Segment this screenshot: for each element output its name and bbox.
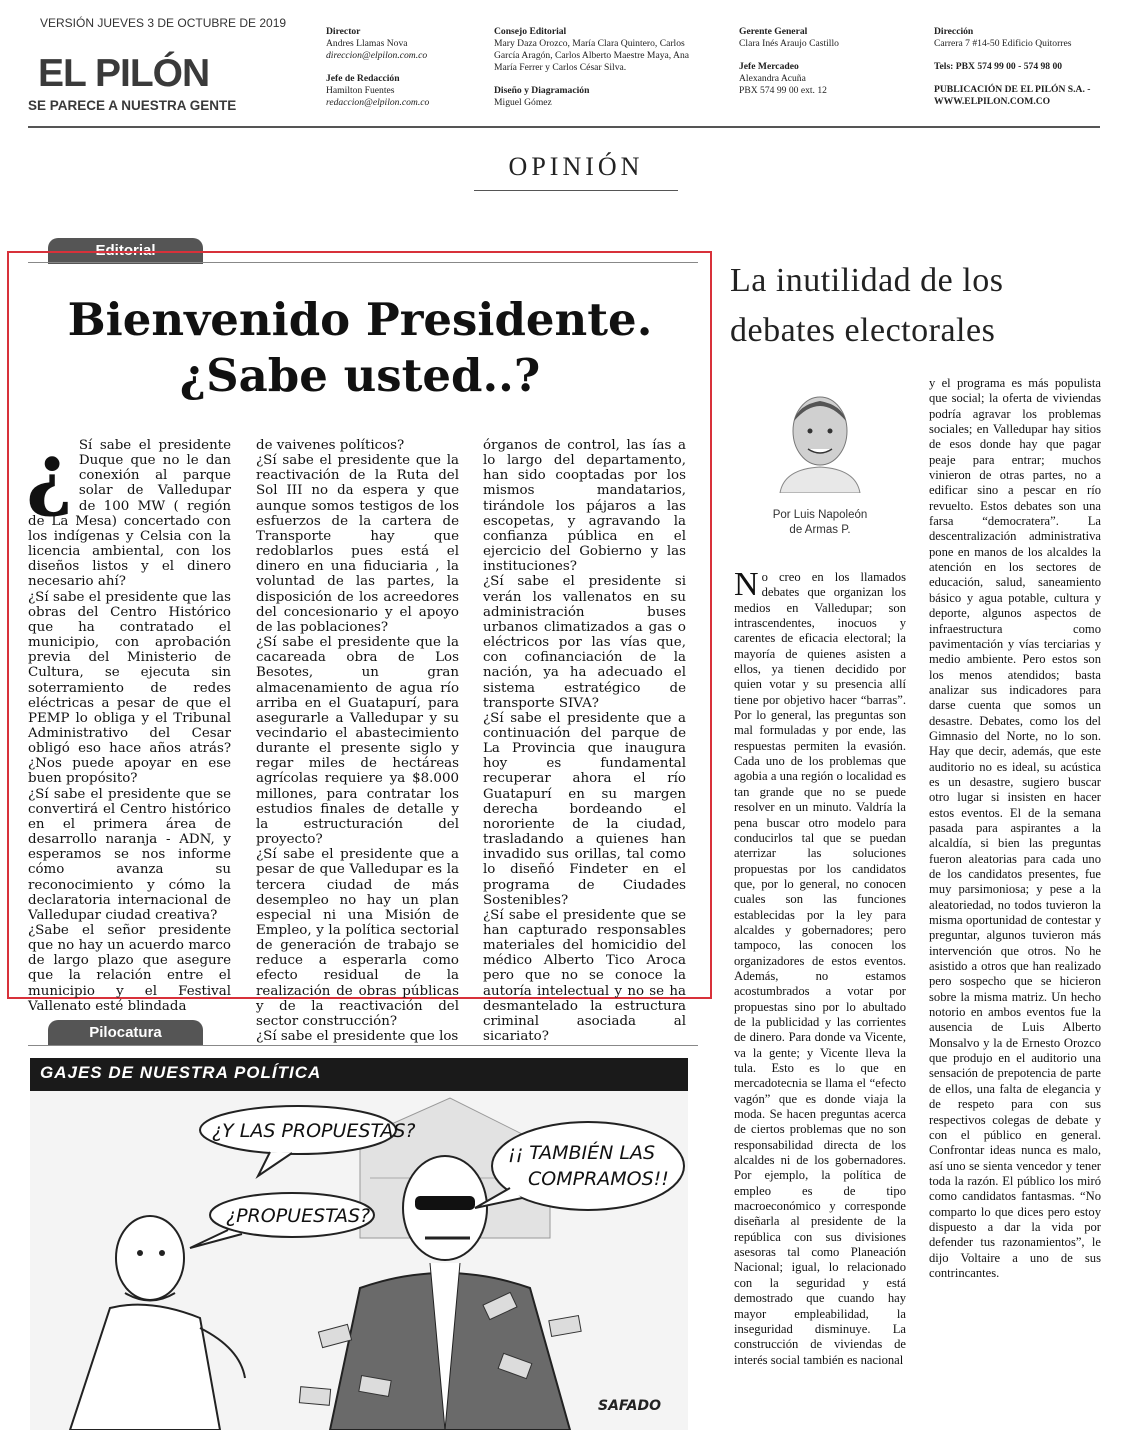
editorial-column-1 [26,426,231,1014]
cartoonist-signature: SAFADO [598,1398,662,1414]
paragraph: Sí sabe el presidente Duque que no le dan conexión al parque solar de Valledupar de 100 MW ( región de La Mesa) concertado con los indígenas y Celsia con la licencia ambiental, con los diseños listos y el dinero necesario ahí? [28,438,231,590]
jefe-redaccion-label: Jefe de Redacción [326,73,400,84]
article-text-2: y el programa es más populista que social; la oferta de viviendas podría agravar los problemas sociales; en Valledupar hay sitios de esos donde hay que pagar peaje para entrar; muchos vinieron de otras partes, no a edificar sino a pescar en río revuelto. Estos debates son una farsa “democratera”. La descentralización administrativa pone en manos de los alcaldes la atención en los sectores de educación, salud, saneamiento básico y agua potable, cultura y deporte, algunos aspectos de infraestructura como pavimentación y vías terciarias y medio ambiente. Pero estos son los menos atendidos; basta analizar sus indicadores para darse cuenta que somos un desastre. Debates, como los del Gimnasio del Norte, no lo son. Hay que decir, además, que este auditorio no es ideal, su acústica es un desastre, sugiero buscar otro lugar si insisten en hacer estos eventos. El de la semana pasada para aspirantes a la alcaldía, si bien las preguntas fueron aleatorias para cada uno de los candidatos presentes, fue muy parsimoniosa; y pese a la aleatoriedad, no todos tuvieron la misma oportunidad de contestar y preguntar, algunos tuvieron más intervención que otros. No he asistido a otros que han realizado pero sospecho que se hicieron sobre la misma matriz. Un hecho notorio en ambos eventos fue la ausencia de Luis Alberto Monsalvo y la de Ernesto Orozco que produjo en el auditorio una sensación de prepotencia de parte de ellos, una falta de elegancia y de respeto para con sus respectivos colegas de debate y con el público en general. Confrontar ideas nunca es malo, así uno se sienta vencedor y tener toda la razón. El público los miró como candidatos fantasmas. “No comparto lo que dices pero estoy dispuesto a dar la vida por defender tus razonamientos”, le dijo Voltaire a uno de sus contrincantes. [929,376,1101,1280]
paragraph: ¿Sí sabe el presidente que a pesar de que Valledupar es la tercera ciudad de más desempleo no hay un plan especial ni una Misión de Empleo, y la política sectorial de generación de trabajo se reduce a esperarla como efecto residual de la realización de obras públicas y de la reactivación del sector construcción? [256,847,459,1029]
editorial-title-line2: ¿Sabe usted..? [179,349,541,402]
editorial-column-3 [483,438,686,1044]
editorial-title-line1: Bienvenido Presidente. [67,293,653,346]
consejo-label: Consejo Editorial [494,26,567,37]
editorial-drop-cap: ¿ [26,426,73,520]
director-label: Director [326,26,361,37]
editorial-tab: Editorial [48,238,203,264]
masthead-divider [28,126,1100,128]
jefe-redaccion-name: Hamilton Fuentes [326,85,395,96]
diseno-name: Miguel Gómez [494,97,552,108]
paragraph: de vaivenes políticos? [256,438,405,453]
article-text-1: o creo en los llamados debates que organizan los medios en Valledupar; son intrascendentes, inocuos y carentes de eficacia electoral; la mayoría de quienes asisten a ellos, ya tienen decidido por quien votar y su presencia allí tiene por objetivo hacer “barras”. Por lo general, las preguntas son mal formuladas y por ende, las respuestas permiten la evasión. Cada uno de los problemas que agobia a una región o localidad es tan grande que no se puede resolver en un minuto. Valdría la pena buscar otro modelo para conducirlos tal que se puedan aterrizar las soluciones propuestas por los candidatos que, por lo general, no conocen cuales son las funciones establecidas por la ley para alcaldes y gobernadores; pero tampoco, las conocen los organizadores de estos eventos. Además, no estamos acostumbrados a votar por propuestas sino por lo abultado de la publicidad y las corrientes de dinero. Para donde va Vicente, va la gente; y Vicente lleva la tula. Esto es lo que en mercadotecnia se llama el “efecto vagón” que es donde viaja la moda. Se hacen preguntas acerca de ciertos problemas que no son responsabilidad directa de los alcaldes ni de los gobernadores. Por ejemplo, la política de empleo es de tipo macroeconómico y corresponde diseñarla al presidente de la república con sus divisiones asesoras tal como Planeación Nacional; igual, lo relacionado con la seguridad y está demostrado que cuando hay mayor empleabilidad, la inseguridad disminuye. La construcción de viviendas de interés social también es nacional [734,570,906,1367]
direccion-value: Carrera 7 #14-50 Edificio Quitorres [934,38,1072,49]
mercadeo-label: Jefe Mercadeo [739,61,799,72]
section-underline [474,190,678,191]
editorial-title [20,292,700,404]
section-title: OPINIÓN [508,152,644,181]
direccion-label: Dirección [934,26,974,37]
cartoon-strip-title: GAJES DE NUESTRA POLÍTICA [40,1063,322,1082]
credits-director [326,26,476,109]
article-byline: Por Luis Napoleón de Armas P. [772,509,868,536]
paragraph: ¿Sabe el señor presidente que no hay un acuerdo marco de largo plazo que asegure que la relación entre el municipio y el Festival Vallenato esté blindada [28,923,231,1014]
author-portrait [772,383,868,493]
paragraph: ¿Sí sabe el presidente que la reactivación de la Ruta del Sol III no da espera y que aunque somos testigos de los esfuerzos de la cartera de Transporte hay que redoblarlos pues está el dinero en una fiduciaria , la voluntad de las partes, la disposición de los acreedores del concesionario y el apoyo de las poblaciones? [256,453,459,635]
jefe-redaccion-email: redaccion@elpilon.com.co [326,97,430,108]
newspaper-slogan: SE PARECE A NUESTRA GENTE [28,98,237,113]
director-email: direccion@elpilon.com.co [326,50,428,61]
mercadeo-phone: PBX 574 99 00 ext. 12 [739,85,827,96]
article-title: La inutilidad de los debates electorales [730,262,1004,349]
cartoon-tab: Pilocatura [48,1020,203,1046]
cartoon-bubble-2: ¿PROPUESTAS? [226,1205,371,1227]
paragraph: ¿Sí sabe el presidente que las obras del Centro Histórico que ha contratado el municipio, con aprobación previa del Ministerio de Cultura, se ejecuta sin soterramiento de redes eléctricas a pesar de que el PEMP lo obliga y el Tribunal Administrativo del Cesar obligó eso hace años atrás? ¿Nos puede apoyar en ese buen propósito? [28,589,231,787]
article-column-2 [929,376,1101,1281]
mercadeo-name: Alexandra Acuña [739,73,806,84]
edition-date: VERSIÓN JUEVES 3 DE OCTUBRE DE 2019 [40,16,287,30]
cartoon-rule [28,1045,698,1046]
telephones: Tels: PBX 574 99 00 - 574 98 00 [934,61,1063,72]
cartoon-illustration [30,1058,688,1430]
cartoon-bubble-1: ¿Y LAS PROPUESTAS? [212,1120,416,1142]
cartoon-drawing [30,1058,688,1430]
gerente-name: Clara Inés Araujo Castillo [739,38,839,49]
cartoon-bubble-3-line1: ¡¡ TAMBIÉN LAS [508,1142,656,1164]
paragraph: ¿Sí sabe el presidente si verán los vallenatos en su administración buses urbanos climatizados a gas o eléctricos por las vías que, con cofinanciación de la nación, ya ha adecuado el sistema estratégico de transporte SIVA? [483,574,686,711]
cartoon-bubble-3-line2: COMPRAMOS!! [528,1168,669,1190]
article-drop-cap: N [734,566,759,603]
consejo-names: Mary Daza Orozco, María Clara Quintero, Carlos García Aragón, Carlos Alberto Maestre Maya, Ana María Ferrer y Carlos César Silva. [494,38,690,73]
paragraph: ¿Sí sabe el presidente que a continuación del parque de La Provincia que inaugura hoy es fundamental recuperar ahora el río Guatapurí en su margen derecha bordeando el nororiente de la ciudad, trasladando a quienes han invadido sus orillas, tal como lo diseñó Findeter en el programa de Ciudades Sostenibles? [483,710,686,908]
director-name: Andres Llamas Nova [326,38,408,49]
gerente-label: Gerente General [739,26,808,37]
editorial-column-2 [256,438,459,1044]
article-column-1 [734,566,906,1368]
credits-direccion [934,26,1109,108]
diseno-label: Diseño y Diagramación [494,85,590,96]
paragraph: ¿Sí sabe el presidente que los [256,1029,459,1045]
paragraph: ¿Sí sabe el presidente que se han capturado responsables materiales del homicidio del médico Alberto Tico Aroca pero que no se conoce la autoría intelectual y no se ha desmantelado la estructura criminal asociada al sicariato? [483,907,686,1045]
credits-consejo [494,26,712,109]
paragraph: ¿Sí sabe el presidente que la cacareada obra de Los Besotes, un gran almacenamiento de agua río arriba en el Guatapurí, para asegurarle a Valledupar y su vecindario el abastecimiento durante el presente siglo y regar miles de hectáreas agrícolas requiere ya $8.000 millones, para contratar los estudios finales de detalle y la estructuración del proyecto? [256,635,459,848]
author-photo [772,383,868,493]
paragraph: órganos de control, las ías a lo largo del departamento, han sido cooptadas por los mismos mandatarios, tirándole los pájaros a las escopetas, y agravando la confianza pública en el ejercicio del Gobierno y las instituciones? [483,438,686,575]
paragraph: ¿Sí sabe el presidente que se convertirá el Centro histórico en el primera área de desarrollo naranja - ADN, y esperamos se nos informe cómo avanza su reconocimiento y cómo la declaratoria internacional de Valledupar ciudad creativa? [28,786,231,923]
publisher-line: PUBLICACIÓN DE EL PILÓN S.A. - WWW.ELPILON.COM.CO [934,84,1091,107]
credits-gerencia [739,26,909,97]
newspaper-logo: EL PILÓN [38,52,210,95]
